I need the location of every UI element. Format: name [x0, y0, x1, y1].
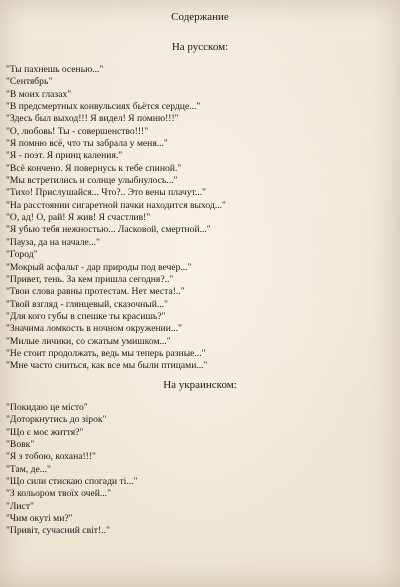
- toc-item: "О, ад! О, рай! Я жив! Я счастлив!": [6, 212, 151, 224]
- toc-item: "Ты пахнешь осенью...": [6, 64, 104, 75]
- toc-item: "Сентябрь": [6, 76, 53, 88]
- toc-list-russian: [6, 64, 396, 373]
- toc-item: "Що є моє життя?": [6, 426, 84, 438]
- toc-list-ukrainian: [6, 402, 396, 538]
- toc-item: "Привет, тень. За кем пришла сегодня?..": [6, 273, 174, 285]
- toc-item: "Пауза, да на начале...": [6, 236, 100, 248]
- toc-item: "Милые личики, со сжатым умишком...": [6, 335, 171, 347]
- toc-item: "Доторкнутись до зірок": [6, 414, 107, 426]
- toc-item: "З кольором твоїх очей...": [6, 488, 111, 500]
- section-heading-russian: На русском:: [171, 41, 229, 53]
- section-heading-ukrainian: На украинском:: [163, 379, 237, 391]
- toc-item: "Твой взгляд - глянцевый, сказочный...": [6, 298, 168, 310]
- toc-item: "Вовк": [6, 439, 35, 451]
- toc-item: "Твои слова равны протестам. Нет места!..": [6, 286, 185, 298]
- toc-item: "Мне часто сниться, как все мы были птицами...": [6, 360, 208, 372]
- toc-item: "Тихо! Прислушайся... Что?.. Это вены плачут...": [6, 187, 207, 199]
- toc-item: "Здесь был выход!!! Я видел! Я помню!!!": [6, 113, 179, 125]
- page-title: Содержание: [171, 11, 229, 23]
- toc-item: "Я з тобою, кохана!!!": [6, 451, 96, 463]
- toc-item: "Покидаю це місто": [6, 402, 88, 413]
- toc-item: "В предсмертных конвульсиях бьётся сердце...": [6, 101, 201, 113]
- toc-item: "О, любовь! Ты - совершенство!!!": [6, 125, 149, 137]
- toc-item: "Я помню всё, что ты забрала у меня...": [6, 138, 168, 150]
- toc-item: "Привіт, сучасний світ!..": [6, 525, 110, 537]
- toc-item: "Значима ломкость в ночном окружении...": [6, 323, 182, 335]
- toc-item: "Там, де...": [6, 463, 51, 475]
- toc-item: "Всё кончено. Я повернусь к тебе спиной.": [6, 162, 182, 174]
- toc-item: "В моих глазах": [6, 88, 72, 100]
- toc-item: "Мы встретились и солнце улыбнулось...": [6, 175, 178, 187]
- toc-item: "Не стоит продолжать, ведь мы теперь разные...": [6, 347, 206, 359]
- toc-item: "Чим окуті ми?": [6, 513, 73, 525]
- toc-item: "Я убью тебя нежностью... Ласковой, смертной...": [6, 224, 211, 236]
- toc-item: "Город": [6, 249, 38, 261]
- toc-item: "Мокрый асфальт - дар природы под вечер...": [6, 261, 192, 273]
- toc-item: "На расстоянии сигаретной пачки находится выход...": [6, 199, 226, 211]
- toc-item: "Для кого губы в спешке ты красишь?": [6, 310, 166, 322]
- toc-item: "Я - поэт. Я принц каления.": [6, 150, 123, 162]
- toc-item: "Що сили стискаю спогади ті...": [6, 476, 138, 488]
- toc-item: "Лист": [6, 500, 34, 512]
